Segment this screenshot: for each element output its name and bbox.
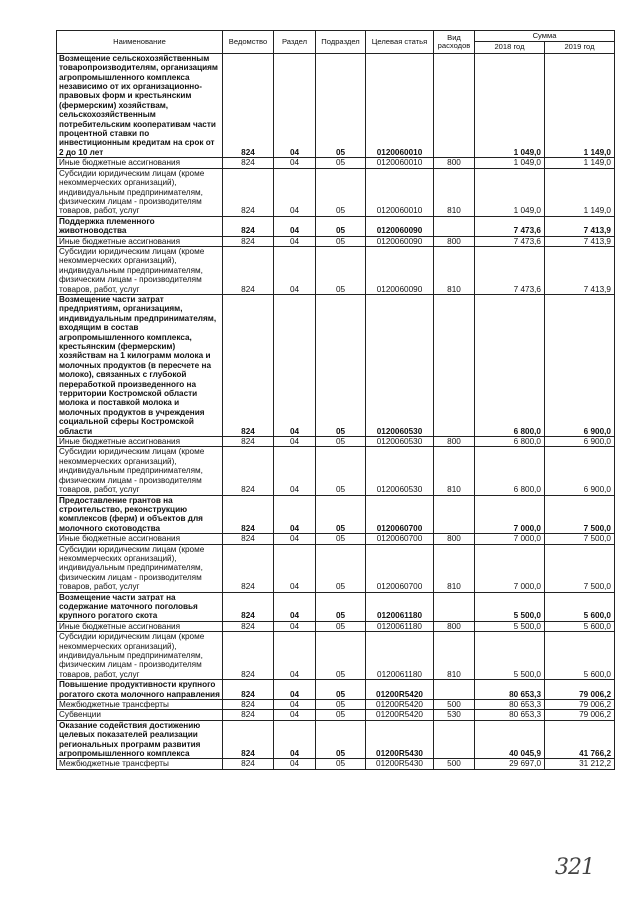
cell-section: 04 xyxy=(274,437,316,447)
table-row xyxy=(57,534,615,544)
cell-2019: 7 500,0 xyxy=(545,544,615,592)
cell-subsection: 05 xyxy=(316,437,366,447)
cell-type: 500 xyxy=(434,700,475,710)
header-row xyxy=(57,31,615,42)
cell-2019: 79 006,2 xyxy=(545,680,615,700)
cell-dept: 824 xyxy=(223,216,274,236)
cell-dept: 824 xyxy=(223,710,274,720)
cell-2018: 7 473,6 xyxy=(475,236,545,246)
name: Субсидии юридическим лицам (кроме некоммерческих организаций), индивидуальным предпринимателям, физическим лицам - производителям товаров, работ, услуг xyxy=(57,447,223,495)
cell-2019: 7 413,9 xyxy=(545,236,615,246)
cell-section: 04 xyxy=(274,246,316,294)
cell-2019: 6 900,0 xyxy=(545,294,615,436)
table-row xyxy=(57,294,615,436)
cell-dept: 824 xyxy=(223,437,274,447)
name: Иные бюджетные ассигнования xyxy=(57,621,223,631)
cell-type: 810 xyxy=(434,447,475,495)
cell-subsection: 05 xyxy=(316,53,366,157)
table-row xyxy=(57,216,615,236)
cell-dept: 824 xyxy=(223,447,274,495)
cell-2018: 1 049,0 xyxy=(475,53,545,157)
cell-type: 800 xyxy=(434,158,475,168)
cell-target: 0120060700 xyxy=(366,544,434,592)
name: Иные бюджетные ассигнования xyxy=(57,158,223,168)
cell-type: 500 xyxy=(434,759,475,769)
budget-table-page xyxy=(56,30,614,770)
cell-subsection: 05 xyxy=(316,680,366,700)
cell-2018: 5 500,0 xyxy=(475,621,545,631)
cell-section: 04 xyxy=(274,168,316,216)
name: Субсидии юридическим лицам (кроме некоммерческих организаций), индивидуальным предпринимателям, физическим лицам - производителям товаров, работ, услуг xyxy=(57,544,223,592)
table-row xyxy=(57,759,615,769)
header-section: Раздел xyxy=(274,31,316,54)
cell-type xyxy=(434,592,475,621)
cell-type: 530 xyxy=(434,710,475,720)
cell-dept: 824 xyxy=(223,632,274,680)
cell-subsection: 05 xyxy=(316,158,366,168)
name: Иные бюджетные ассигнования xyxy=(57,236,223,246)
cell-dept: 824 xyxy=(223,534,274,544)
cell-subsection: 05 xyxy=(316,447,366,495)
name: Предоставление грантов на строительство, реконструкцию комплексов (ферм) и объектов для молочного скотоводства xyxy=(57,495,223,534)
table-row xyxy=(57,246,615,294)
cell-2018: 7 000,0 xyxy=(475,544,545,592)
cell-subsection: 05 xyxy=(316,700,366,710)
cell-2018: 7 000,0 xyxy=(475,534,545,544)
cell-2018: 7 000,0 xyxy=(475,495,545,534)
cell-target: 0120061180 xyxy=(366,621,434,631)
header-name: Наименование xyxy=(57,31,223,54)
cell-subsection: 05 xyxy=(316,246,366,294)
cell-2018: 40 045,9 xyxy=(475,720,545,759)
page-number: 321 xyxy=(555,855,594,880)
cell-type xyxy=(434,216,475,236)
cell-section: 04 xyxy=(274,700,316,710)
table-row xyxy=(57,168,615,216)
table-row xyxy=(57,632,615,680)
cell-2019: 7 413,9 xyxy=(545,216,615,236)
cell-target: 0120061180 xyxy=(366,632,434,680)
cell-target: 0120060010 xyxy=(366,158,434,168)
name: Возмещение сельскохозяйственным товаропроизводителям, организациям агропромышленного комплекса независимо от их организационно-правовых форм и крестьянским (фермерским) хозяйствам, сельскохозяйственным потребительским кооперативам части процентной ставки по инвестиционным кредитам на срок от 2 до 10 лет xyxy=(57,53,223,157)
name: Субсидии юридическим лицам (кроме некоммерческих организаций), индивидуальным предпринимателям, физическим лицам - производителям товаров, работ, услуг xyxy=(57,632,223,680)
cell-dept: 824 xyxy=(223,495,274,534)
cell-type: 810 xyxy=(434,246,475,294)
table-row xyxy=(57,720,615,759)
cell-dept: 824 xyxy=(223,592,274,621)
cell-dept: 824 xyxy=(223,720,274,759)
cell-type: 800 xyxy=(434,437,475,447)
cell-section: 04 xyxy=(274,680,316,700)
cell-2019: 5 600,0 xyxy=(545,621,615,631)
cell-target: 01200R5420 xyxy=(366,700,434,710)
cell-2018: 80 653,3 xyxy=(475,680,545,700)
header-2018: 2018 год xyxy=(475,42,545,53)
cell-dept: 824 xyxy=(223,544,274,592)
cell-dept: 824 xyxy=(223,759,274,769)
cell-target: 01200R5420 xyxy=(366,680,434,700)
cell-subsection: 05 xyxy=(316,720,366,759)
cell-dept: 824 xyxy=(223,168,274,216)
header-target: Целевая статья xyxy=(366,31,434,54)
cell-dept: 824 xyxy=(223,236,274,246)
name: Субвенции xyxy=(57,710,223,720)
table-row xyxy=(57,621,615,631)
cell-2019: 31 212,2 xyxy=(545,759,615,769)
name: Иные бюджетные ассигнования xyxy=(57,534,223,544)
cell-section: 04 xyxy=(274,216,316,236)
cell-subsection: 05 xyxy=(316,168,366,216)
cell-subsection: 05 xyxy=(316,534,366,544)
header-type: Вид расходов xyxy=(434,31,475,54)
cell-subsection: 05 xyxy=(316,544,366,592)
table-row xyxy=(57,236,615,246)
cell-section: 04 xyxy=(274,495,316,534)
cell-section: 04 xyxy=(274,544,316,592)
cell-2019: 5 600,0 xyxy=(545,632,615,680)
cell-2018: 1 049,0 xyxy=(475,168,545,216)
cell-2018: 6 800,0 xyxy=(475,294,545,436)
cell-2018: 6 800,0 xyxy=(475,447,545,495)
cell-2019: 6 900,0 xyxy=(545,447,615,495)
cell-target: 0120060700 xyxy=(366,534,434,544)
cell-type xyxy=(434,53,475,157)
cell-dept: 824 xyxy=(223,680,274,700)
cell-dept: 824 xyxy=(223,621,274,631)
header-dept: Ведомство xyxy=(223,31,274,54)
cell-type: 810 xyxy=(434,632,475,680)
cell-target: 0120060010 xyxy=(366,53,434,157)
cell-section: 04 xyxy=(274,710,316,720)
cell-type xyxy=(434,495,475,534)
cell-2018: 7 473,6 xyxy=(475,246,545,294)
cell-subsection: 05 xyxy=(316,710,366,720)
cell-type xyxy=(434,720,475,759)
header-2019: 2019 год xyxy=(545,42,615,53)
cell-target: 0120060090 xyxy=(366,236,434,246)
cell-subsection: 05 xyxy=(316,294,366,436)
cell-2018: 80 653,3 xyxy=(475,710,545,720)
cell-2018: 7 473,6 xyxy=(475,216,545,236)
header-sum: Сумма xyxy=(475,31,615,42)
cell-dept: 824 xyxy=(223,53,274,157)
cell-dept: 824 xyxy=(223,700,274,710)
cell-2018: 29 697,0 xyxy=(475,759,545,769)
cell-section: 04 xyxy=(274,592,316,621)
table-row xyxy=(57,437,615,447)
cell-target: 01200R5420 xyxy=(366,710,434,720)
table-row xyxy=(57,447,615,495)
cell-section: 04 xyxy=(274,53,316,157)
cell-dept: 824 xyxy=(223,294,274,436)
name: Иные бюджетные ассигнования xyxy=(57,437,223,447)
cell-subsection: 05 xyxy=(316,216,366,236)
cell-dept: 824 xyxy=(223,246,274,294)
cell-2019: 7 413,9 xyxy=(545,246,615,294)
table-body xyxy=(57,53,615,769)
cell-section: 04 xyxy=(274,158,316,168)
cell-subsection: 05 xyxy=(316,632,366,680)
cell-2018: 5 500,0 xyxy=(475,592,545,621)
cell-subsection: 05 xyxy=(316,495,366,534)
cell-target: 0120060530 xyxy=(366,294,434,436)
cell-type: 800 xyxy=(434,236,475,246)
cell-section: 04 xyxy=(274,534,316,544)
cell-2019: 1 149,0 xyxy=(545,53,615,157)
name: Возмещение части затрат предприятиям, организациям, индивидуальным предпринимателям, входящим в состав агропромышленного комплекса, крестьянским (фермерским) хозяйствам на 1 килограмм молока и молочных продуктов (в пересчете на молоко), связанных с глубокой переработкой произведенного на территории Костромской области молока и поставкой молока и молочных продуктов в учреждения социальной сферы Костромской области xyxy=(57,294,223,436)
cell-section: 04 xyxy=(274,759,316,769)
cell-subsection: 05 xyxy=(316,621,366,631)
name: Межбюджетные трансферты xyxy=(57,700,223,710)
cell-type xyxy=(434,294,475,436)
table-row xyxy=(57,158,615,168)
cell-2019: 7 500,0 xyxy=(545,495,615,534)
cell-target: 0120060530 xyxy=(366,447,434,495)
cell-section: 04 xyxy=(274,632,316,680)
cell-type xyxy=(434,680,475,700)
table-row xyxy=(57,700,615,710)
cell-target: 0120060090 xyxy=(366,216,434,236)
cell-2018: 5 500,0 xyxy=(475,632,545,680)
cell-2019: 5 600,0 xyxy=(545,592,615,621)
cell-type: 800 xyxy=(434,621,475,631)
name: Субсидии юридическим лицам (кроме некоммерческих организаций), индивидуальным предпринимателям, физическим лицам - производителям товаров, работ, услуг xyxy=(57,168,223,216)
table-row xyxy=(57,710,615,720)
cell-subsection: 05 xyxy=(316,592,366,621)
name: Межбюджетные трансферты xyxy=(57,759,223,769)
cell-2018: 1 049,0 xyxy=(475,158,545,168)
cell-2019: 1 149,0 xyxy=(545,168,615,216)
name: Возмещение части затрат на содержание маточного поголовья крупного рогатого скота xyxy=(57,592,223,621)
cell-type: 810 xyxy=(434,544,475,592)
name: Субсидии юридическим лицам (кроме некоммерческих организаций), индивидуальным предпринимателям, физическим лицам - производителям товаров, работ, услуг xyxy=(57,246,223,294)
budget-table xyxy=(56,30,615,770)
cell-type: 810 xyxy=(434,168,475,216)
cell-subsection: 05 xyxy=(316,236,366,246)
cell-section: 04 xyxy=(274,447,316,495)
table-row xyxy=(57,544,615,592)
cell-2018: 80 653,3 xyxy=(475,700,545,710)
cell-target: 0120060010 xyxy=(366,168,434,216)
table-row xyxy=(57,680,615,700)
cell-2019: 79 006,2 xyxy=(545,700,615,710)
cell-2019: 79 006,2 xyxy=(545,710,615,720)
cell-section: 04 xyxy=(274,720,316,759)
name: Повышение продуктивности крупного рогатого скота молочного направления xyxy=(57,680,223,700)
cell-subsection: 05 xyxy=(316,759,366,769)
header-subsection: Подраздел xyxy=(316,31,366,54)
cell-dept: 824 xyxy=(223,158,274,168)
cell-2019: 41 766,2 xyxy=(545,720,615,759)
cell-2019: 6 900,0 xyxy=(545,437,615,447)
cell-2019: 1 149,0 xyxy=(545,158,615,168)
cell-target: 0120060090 xyxy=(366,246,434,294)
cell-type: 800 xyxy=(434,534,475,544)
cell-target: 01200R5430 xyxy=(366,759,434,769)
cell-section: 04 xyxy=(274,621,316,631)
cell-section: 04 xyxy=(274,236,316,246)
cell-target: 0120060530 xyxy=(366,437,434,447)
cell-target: 0120061180 xyxy=(366,592,434,621)
name: Поддержка племенного животноводства xyxy=(57,216,223,236)
cell-section: 04 xyxy=(274,294,316,436)
table-row xyxy=(57,53,615,157)
name: Оказание содействия достижению целевых показателей реализации региональных программ развития агропромышленного комплекса xyxy=(57,720,223,759)
cell-2018: 6 800,0 xyxy=(475,437,545,447)
cell-target: 0120060700 xyxy=(366,495,434,534)
table-row xyxy=(57,495,615,534)
cell-target: 01200R5430 xyxy=(366,720,434,759)
table-row xyxy=(57,592,615,621)
cell-2019: 7 500,0 xyxy=(545,534,615,544)
